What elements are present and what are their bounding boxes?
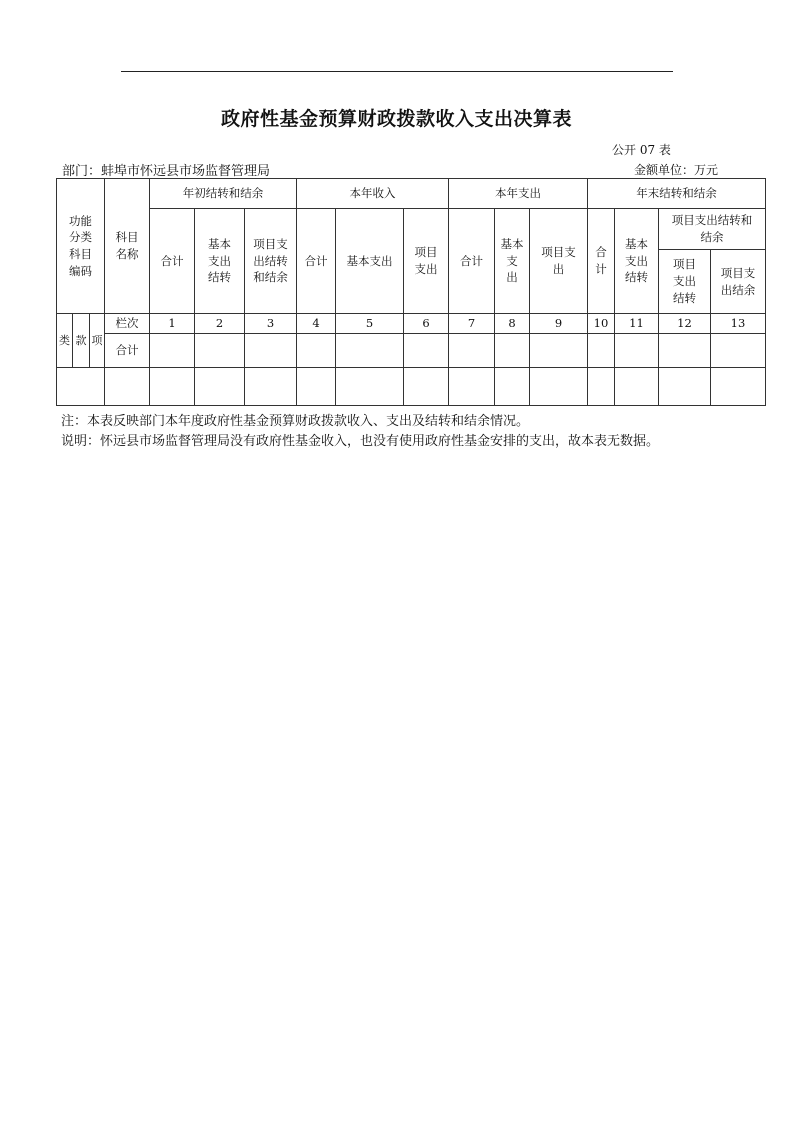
opening-balance-header: 年初结转和结余 — [150, 179, 297, 209]
table-cell — [245, 334, 297, 368]
amount-unit: 金额单位：万元 — [634, 163, 719, 177]
subject-name-header: 科目 名称 — [105, 179, 150, 314]
table-cell — [195, 368, 245, 406]
closing-total-header: 合 计 — [588, 209, 615, 314]
function-code-header: 功能 分类 科目 编码 — [57, 179, 105, 314]
table-note: 注：本表反映部门本年度政府性基金预算财政拨款收入、支出及结转和结余情况。 — [61, 414, 530, 429]
column-number: 13 — [711, 314, 766, 334]
total-row-label: 合计 — [105, 334, 150, 368]
table-cell — [449, 368, 495, 406]
column-number: 12 — [659, 314, 711, 334]
table-cell — [404, 334, 449, 368]
column-number: 10 — [588, 314, 615, 334]
table-cell — [336, 334, 404, 368]
column-number: 3 — [245, 314, 297, 334]
kuan-label: 款 — [73, 314, 90, 368]
table-cell — [495, 334, 530, 368]
table-cell — [588, 368, 615, 406]
form-code: 公开 07 表 — [612, 143, 671, 157]
column-number: 6 — [404, 314, 449, 334]
column-number: 2 — [195, 314, 245, 334]
table-cell — [530, 368, 588, 406]
income-total-header: 合计 — [297, 209, 336, 314]
table-cell — [150, 368, 195, 406]
lei-label: 类 — [57, 314, 73, 368]
table-cell — [297, 368, 336, 406]
table-cell — [495, 368, 530, 406]
current-income-header: 本年收入 — [297, 179, 449, 209]
top-rule — [121, 71, 673, 72]
xiang-label: 项 — [90, 314, 105, 368]
table-cell — [615, 334, 659, 368]
table-cell — [195, 334, 245, 368]
table-cell — [336, 368, 404, 406]
column-number: 1 — [150, 314, 195, 334]
column-index-label: 栏次 — [105, 314, 150, 334]
current-expense-header: 本年支出 — [449, 179, 588, 209]
department-label: 部门：蚌埠市怀远县市场监督管理局 — [62, 164, 271, 179]
table-cell — [711, 368, 766, 406]
opening-total-header: 合计 — [150, 209, 195, 314]
expense-basic-header: 基本 支 出 — [495, 209, 530, 314]
table-cell — [659, 334, 711, 368]
page-title: 政府性基金预算财政拨款收入支出决算表 — [220, 108, 572, 130]
table-cell — [245, 368, 297, 406]
income-project-header: 项目 支出 — [404, 209, 449, 314]
closing-project-header: 项目支出结转和 结余 — [659, 209, 766, 250]
income-basic-header: 基本支出 — [336, 209, 404, 314]
table-cell — [530, 334, 588, 368]
column-number: 9 — [530, 314, 588, 334]
column-number: 8 — [495, 314, 530, 334]
table-cell — [615, 368, 659, 406]
column-number: 11 — [615, 314, 659, 334]
table-cell — [449, 334, 495, 368]
closing-basic-carry-header: 基本 支出 结转 — [615, 209, 659, 314]
budget-table — [56, 178, 766, 406]
closing-project-balance-header: 项目支 出结余 — [711, 250, 766, 314]
closing-balance-header: 年末结转和结余 — [588, 179, 766, 209]
table-cell — [588, 334, 615, 368]
table-explanation: 说明：怀远县市场监督管理局没有政府性基金收入，也没有使用政府性基金安排的支出，故本表无数据。 — [61, 434, 660, 449]
table-cell — [404, 368, 449, 406]
table-cell — [659, 368, 711, 406]
closing-project-carry-header: 项目 支出 结转 — [659, 250, 711, 314]
expense-project-header: 项目支 出 — [530, 209, 588, 314]
empty-code-cell — [57, 368, 105, 406]
column-number: 4 — [297, 314, 336, 334]
table-cell — [150, 334, 195, 368]
opening-basic-carry-header: 基本 支出 结转 — [195, 209, 245, 314]
column-number: 7 — [449, 314, 495, 334]
column-number: 5 — [336, 314, 404, 334]
expense-total-header: 合计 — [449, 209, 495, 314]
table-cell — [711, 334, 766, 368]
table-cell — [105, 368, 150, 406]
opening-project-carry-header: 项目支 出结转 和结余 — [245, 209, 297, 314]
table-cell — [297, 334, 336, 368]
